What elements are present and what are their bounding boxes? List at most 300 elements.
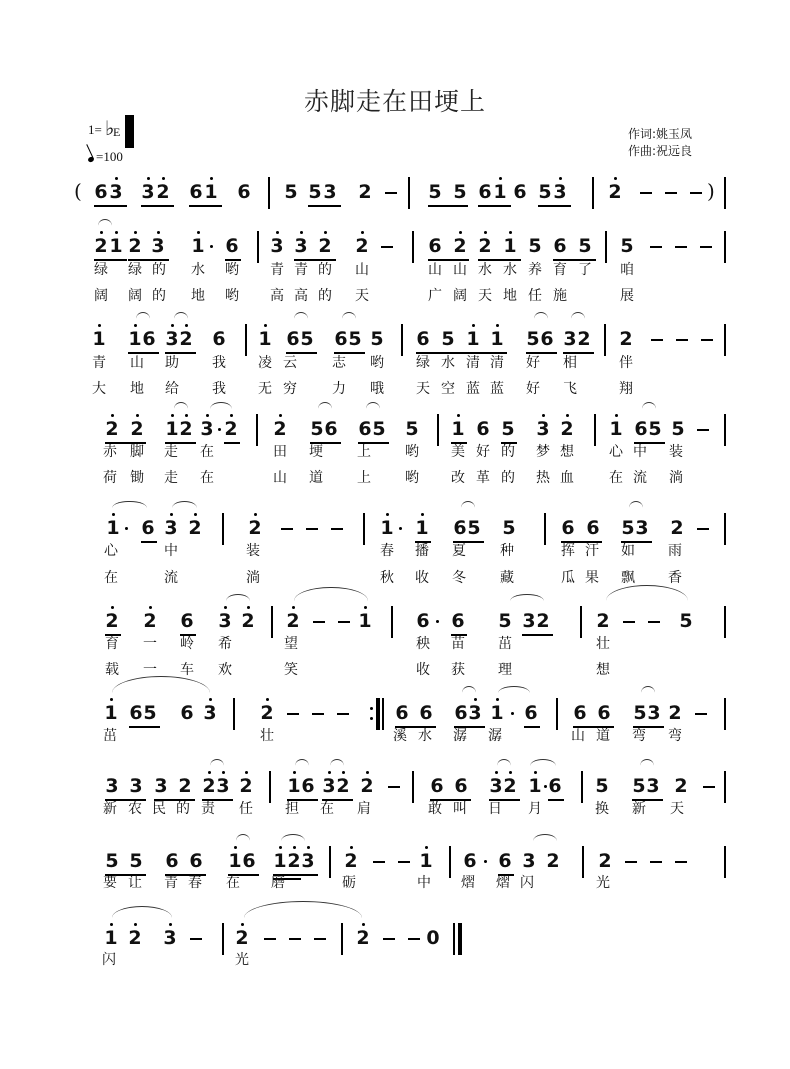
lyric-syllable: 云 bbox=[283, 355, 297, 371]
lyric-syllable: 在 bbox=[609, 470, 623, 486]
note: 2 bbox=[143, 610, 157, 632]
lyric-syllable: 地 bbox=[503, 288, 517, 304]
high-octave-dot bbox=[542, 414, 545, 417]
lyric-syllable: 上 bbox=[357, 470, 371, 486]
slur-tie bbox=[294, 587, 368, 601]
lyric-syllable: 哟 bbox=[405, 470, 419, 486]
lyric-syllable: 上 bbox=[357, 444, 371, 460]
lyric-syllable: 笑 bbox=[284, 662, 298, 678]
flat-icon: ♭ bbox=[105, 118, 115, 140]
bar-line bbox=[582, 846, 584, 878]
tempo-marking bbox=[88, 149, 123, 165]
beam-underline bbox=[128, 352, 159, 354]
lyric-syllable: 任 bbox=[528, 288, 542, 304]
note: 3 bbox=[322, 775, 336, 797]
extension-dash bbox=[289, 938, 301, 940]
note: 2 bbox=[188, 517, 202, 539]
lyric-syllable: 壮 bbox=[596, 636, 610, 652]
augmentation-dot bbox=[210, 245, 213, 248]
lyric-syllable: 绿 bbox=[94, 262, 108, 278]
lyric-syllable: 的 bbox=[501, 444, 515, 460]
final-bar-thin bbox=[453, 923, 455, 955]
beam-underline bbox=[478, 259, 521, 261]
slur-tie bbox=[172, 501, 197, 508]
lyric-syllable: 山 bbox=[273, 470, 287, 486]
note: 6 bbox=[395, 702, 409, 724]
lyric-syllable: 给 bbox=[165, 381, 179, 397]
lyric-syllable: 秧 bbox=[416, 636, 430, 652]
lyric-syllable: 育 bbox=[105, 636, 119, 652]
lyric-syllable: 岭 bbox=[180, 636, 194, 652]
bar-line bbox=[391, 606, 393, 638]
slur-tie bbox=[461, 501, 475, 508]
high-octave-dot bbox=[147, 177, 150, 180]
lyric-syllable: 田 bbox=[273, 444, 287, 460]
note: 1 bbox=[104, 927, 118, 949]
lyric-syllable: 秋 bbox=[380, 570, 394, 586]
extension-dash bbox=[373, 861, 385, 863]
high-octave-dot bbox=[266, 698, 269, 701]
high-octave-dot bbox=[136, 414, 139, 417]
note: 3 bbox=[165, 328, 179, 350]
note: 6 bbox=[212, 328, 226, 350]
note: 6 bbox=[165, 850, 179, 872]
lyric-syllable: 哟 bbox=[225, 288, 239, 304]
note: 2 bbox=[94, 235, 108, 257]
note: 5 bbox=[538, 181, 552, 203]
lyric-syllable: 收 bbox=[415, 570, 429, 586]
high-octave-dot bbox=[534, 771, 537, 774]
note: 5 bbox=[105, 850, 119, 872]
lyric-syllable: 走 bbox=[164, 444, 178, 460]
lyric-syllable: 绿 bbox=[416, 355, 430, 371]
note: 2 bbox=[560, 418, 574, 440]
note: 6 bbox=[419, 702, 433, 724]
beam-underline bbox=[294, 259, 336, 261]
note: 6 bbox=[94, 181, 108, 203]
extension-dash bbox=[665, 192, 677, 194]
lyric-syllable: 革 bbox=[476, 470, 490, 486]
note: 1 bbox=[128, 328, 142, 350]
lyric-syllable: 要 bbox=[103, 875, 117, 891]
note: 2 bbox=[355, 235, 369, 257]
extension-dash bbox=[314, 938, 326, 940]
song-title: 赤脚走在田埂上 bbox=[303, 87, 486, 116]
lyric-syllable: 车 bbox=[180, 662, 194, 678]
lyric-syllable: 心 bbox=[609, 444, 623, 460]
bar-line bbox=[257, 231, 259, 263]
note: 6 bbox=[463, 850, 477, 872]
note: 1 bbox=[528, 775, 542, 797]
lyric-syllable: 水 bbox=[191, 262, 205, 278]
note: 6 bbox=[451, 610, 465, 632]
lyric-syllable: 装 bbox=[246, 543, 260, 559]
note: 1 bbox=[415, 517, 429, 539]
note: 6 bbox=[237, 181, 251, 203]
high-octave-dot bbox=[264, 324, 267, 327]
beam-underline bbox=[548, 799, 564, 801]
note: 1 bbox=[493, 181, 507, 203]
lyric-syllable: 新 bbox=[103, 801, 117, 817]
lyric-syllable: 养 bbox=[528, 262, 542, 278]
lyric-syllable: 潺 bbox=[488, 728, 502, 744]
high-octave-dot bbox=[208, 771, 211, 774]
lyric-syllable: 苗 bbox=[451, 636, 465, 652]
note: 3 bbox=[553, 181, 567, 203]
lyric-syllable: 播 bbox=[415, 543, 429, 559]
note: 3 bbox=[141, 181, 155, 203]
slur-tie bbox=[318, 402, 332, 409]
bar-line bbox=[724, 324, 726, 356]
slur-tie bbox=[606, 585, 688, 601]
slur-tie bbox=[136, 312, 150, 319]
parenthesis: ) bbox=[707, 179, 715, 203]
lyric-syllable: 山 bbox=[355, 262, 369, 278]
lyric-syllable: 广 bbox=[428, 288, 442, 304]
note: 6 bbox=[573, 702, 587, 724]
slur-tie bbox=[629, 501, 643, 508]
note: 0 bbox=[426, 927, 440, 949]
note: 6 bbox=[597, 702, 611, 724]
extension-dash bbox=[690, 192, 702, 194]
high-octave-dot bbox=[366, 771, 369, 774]
high-octave-dot bbox=[472, 324, 475, 327]
note: 2 bbox=[286, 610, 300, 632]
high-octave-dot bbox=[496, 698, 499, 701]
high-octave-dot bbox=[342, 771, 345, 774]
extension-dash bbox=[398, 861, 410, 863]
high-octave-dot bbox=[307, 846, 310, 849]
note: 6 bbox=[142, 328, 156, 350]
note: 1 bbox=[106, 517, 120, 539]
lyric-syllable: 天 bbox=[670, 801, 684, 817]
lyric-syllable: 伴 bbox=[619, 355, 633, 371]
lyric-syllable: 地 bbox=[191, 288, 205, 304]
extension-dash bbox=[287, 713, 299, 715]
note: 2 bbox=[128, 235, 142, 257]
extension-dash bbox=[337, 713, 349, 715]
lyric-syllable: 荷 bbox=[103, 470, 117, 486]
lyric-syllable: 藏 bbox=[500, 570, 514, 586]
extension-dash bbox=[623, 621, 635, 623]
lyric-syllable: 担 bbox=[285, 801, 299, 817]
note: 1 bbox=[258, 328, 272, 350]
extension-dash bbox=[306, 528, 318, 530]
lyric-syllable: 高 bbox=[294, 288, 308, 304]
bar-line bbox=[408, 177, 410, 209]
note: 2 bbox=[241, 610, 255, 632]
beam-underline bbox=[478, 205, 511, 207]
high-octave-dot bbox=[300, 231, 303, 234]
lyric-syllable: 挥 bbox=[561, 543, 575, 559]
high-octave-dot bbox=[457, 414, 460, 417]
lyric-syllable: 装 bbox=[669, 444, 683, 460]
high-octave-dot bbox=[614, 177, 617, 180]
note: 2 bbox=[598, 850, 612, 872]
high-octave-dot bbox=[362, 923, 365, 926]
note: 5 bbox=[300, 328, 314, 350]
extension-dash bbox=[338, 621, 350, 623]
slur-tie bbox=[226, 594, 250, 601]
bar-line bbox=[580, 606, 582, 638]
lyric-syllable: 美 bbox=[451, 444, 465, 460]
lyric-syllable: 砺 bbox=[342, 875, 356, 891]
note: 3 bbox=[109, 181, 123, 203]
extension-dash bbox=[703, 786, 715, 788]
note: 3 bbox=[163, 927, 177, 949]
beam-underline bbox=[189, 205, 222, 207]
high-octave-dot bbox=[459, 231, 462, 234]
note: 3 bbox=[646, 775, 660, 797]
lyric-syllable: 闪 bbox=[102, 952, 116, 968]
lyric-syllable: 想 bbox=[596, 662, 610, 678]
note: 6 bbox=[324, 418, 338, 440]
lyric-syllable: 阔 bbox=[128, 288, 142, 304]
beam-underline bbox=[416, 352, 507, 354]
lyric-syllable: 青 bbox=[92, 355, 106, 371]
note: 5 bbox=[621, 517, 635, 539]
bar-line bbox=[724, 414, 726, 446]
note: 2 bbox=[336, 775, 350, 797]
note: 5 bbox=[129, 850, 143, 872]
lyric-syllable: 叫 bbox=[453, 801, 467, 817]
high-octave-dot bbox=[157, 231, 160, 234]
lyric-syllable: 溪 bbox=[393, 728, 407, 744]
high-octave-dot bbox=[559, 177, 562, 180]
lyric-syllable: 欢 bbox=[218, 662, 232, 678]
slur-tie bbox=[174, 312, 188, 319]
lyric-syllable: 无 bbox=[258, 381, 272, 397]
lyric-syllable: 日 bbox=[488, 801, 502, 817]
lyric-syllable: 农 bbox=[128, 801, 142, 817]
lyric-syllable: 淌 bbox=[246, 570, 260, 586]
high-octave-dot bbox=[324, 231, 327, 234]
slur-tie bbox=[244, 901, 362, 918]
high-octave-dot bbox=[171, 324, 174, 327]
lyric-syllable: 青 bbox=[270, 262, 284, 278]
lyric-syllable: 青 bbox=[164, 875, 178, 891]
lyric-syllable: 希 bbox=[218, 636, 232, 652]
high-octave-dot bbox=[100, 231, 103, 234]
note: 5 bbox=[632, 775, 646, 797]
lyric-syllable: 山 bbox=[453, 262, 467, 278]
note: 1 bbox=[104, 702, 118, 724]
lyric-syllable: 任 bbox=[239, 801, 253, 817]
high-octave-dot bbox=[110, 923, 113, 926]
lyric-syllable: 道 bbox=[309, 470, 323, 486]
note: 6 bbox=[428, 235, 442, 257]
note: 3 bbox=[129, 775, 143, 797]
lyric-syllable: 哟 bbox=[405, 444, 419, 460]
quarter-note-icon bbox=[87, 156, 95, 163]
tempo-value: =100 bbox=[96, 149, 123, 164]
note: 5 bbox=[671, 418, 685, 440]
lyric-syllable: 水 bbox=[478, 262, 492, 278]
high-octave-dot bbox=[495, 771, 498, 774]
lyric-syllable: 一 bbox=[143, 636, 157, 652]
lyric-syllable: 在 bbox=[320, 801, 334, 817]
beam-underline bbox=[224, 442, 240, 444]
note: 2 bbox=[503, 775, 517, 797]
note: 3 bbox=[522, 610, 536, 632]
bar-line bbox=[256, 414, 258, 446]
key-note: E bbox=[113, 125, 121, 139]
high-octave-dot bbox=[110, 698, 113, 701]
lyric-syllable: 阔 bbox=[94, 288, 108, 304]
note: 3 bbox=[522, 850, 536, 872]
lyric-syllable: 蓝 bbox=[490, 381, 504, 397]
lyric-syllable: 壮 bbox=[260, 728, 274, 744]
note: 6 bbox=[561, 517, 575, 539]
note: 2 bbox=[546, 850, 560, 872]
lyric-syllable: 飞 bbox=[563, 381, 577, 397]
lyric-syllable: 中 bbox=[633, 444, 647, 460]
lyric-syllable: 飘 bbox=[621, 570, 635, 586]
slur-tie bbox=[510, 594, 544, 601]
note: 2 bbox=[608, 181, 622, 203]
note: 3 bbox=[218, 610, 232, 632]
note: 2 bbox=[202, 775, 216, 797]
lyric-syllable: 淌 bbox=[669, 470, 683, 486]
lyric-syllable: 一 bbox=[143, 662, 157, 678]
lyric-syllable: 相 bbox=[563, 355, 577, 371]
beam-underline bbox=[141, 541, 157, 543]
extension-dash bbox=[697, 429, 709, 431]
lyric-syllable: 清 bbox=[466, 355, 480, 371]
augmentation-dot bbox=[125, 527, 128, 530]
bar-line bbox=[341, 923, 343, 955]
lyric-syllable: 蓝 bbox=[466, 381, 480, 397]
bar-line bbox=[544, 513, 546, 545]
lyric-syllable: 弯 bbox=[632, 728, 646, 744]
note: 2 bbox=[179, 418, 193, 440]
lyric-syllable: 好 bbox=[526, 381, 540, 397]
bar-line bbox=[724, 513, 726, 545]
high-octave-dot bbox=[171, 414, 174, 417]
note: 2 bbox=[674, 775, 688, 797]
lyric-syllable: 的 bbox=[318, 288, 332, 304]
high-octave-dot bbox=[499, 177, 502, 180]
note: 1 bbox=[191, 235, 205, 257]
beam-underline bbox=[308, 205, 341, 207]
extension-dash bbox=[640, 192, 652, 194]
note: 5 bbox=[498, 610, 512, 632]
lyric-syllable: 助 bbox=[165, 355, 179, 371]
extension-dash bbox=[385, 192, 397, 194]
extension-dash bbox=[313, 621, 325, 623]
lyric-syllable: 敢 bbox=[428, 801, 442, 817]
extension-dash bbox=[625, 861, 637, 863]
high-octave-dot bbox=[111, 606, 114, 609]
extension-dash bbox=[281, 528, 293, 530]
note: 6 bbox=[478, 181, 492, 203]
lyric-syllable: 高 bbox=[270, 288, 284, 304]
augmentation-dot bbox=[544, 785, 547, 788]
high-octave-dot bbox=[254, 513, 257, 516]
note: 5 bbox=[453, 181, 467, 203]
high-octave-dot bbox=[615, 414, 618, 417]
high-octave-dot bbox=[111, 414, 114, 417]
lyric-syllable: 如 bbox=[621, 543, 635, 559]
lyric-syllable: 肩 bbox=[357, 801, 371, 817]
lyric-syllable: 改 bbox=[451, 470, 465, 486]
note: 2 bbox=[670, 517, 684, 539]
bar-line bbox=[605, 231, 607, 263]
lyric-syllable: 中 bbox=[164, 543, 178, 559]
note: 6 bbox=[553, 235, 567, 257]
slur-tie bbox=[534, 312, 548, 319]
note: 5 bbox=[620, 235, 634, 257]
extension-dash bbox=[700, 246, 712, 248]
slur-tie bbox=[174, 402, 188, 409]
augmentation-dot bbox=[399, 527, 402, 530]
lyric-syllable: 哟 bbox=[225, 262, 239, 278]
lyric-syllable: 中 bbox=[417, 875, 431, 891]
note: 2 bbox=[358, 181, 372, 203]
lyric-syllable: 在 bbox=[226, 875, 240, 891]
bar-line bbox=[268, 177, 270, 209]
lyric-syllable: 志 bbox=[332, 355, 346, 371]
bar-line bbox=[594, 414, 596, 446]
lyric-syllable: 雨 bbox=[668, 543, 682, 559]
extension-dash bbox=[676, 339, 688, 341]
lyric-syllable: 瓜 bbox=[561, 570, 575, 586]
lyric-syllable: 在 bbox=[200, 444, 214, 460]
lyric-syllable: 潺 bbox=[453, 728, 467, 744]
key-label: 1= bbox=[88, 122, 102, 137]
note: 2 bbox=[453, 235, 467, 257]
bar-line bbox=[724, 698, 726, 730]
note: 6 bbox=[513, 181, 527, 203]
high-octave-dot bbox=[247, 606, 250, 609]
high-octave-dot bbox=[421, 513, 424, 516]
beam-underline bbox=[563, 352, 594, 354]
bar-line bbox=[222, 923, 224, 955]
note: 5 bbox=[372, 418, 386, 440]
bar-line bbox=[412, 771, 414, 803]
beam-underline bbox=[553, 259, 596, 261]
lyric-syllable: 闪 bbox=[520, 875, 534, 891]
note: 2 bbox=[356, 927, 370, 949]
lyric-syllable: 的 bbox=[152, 288, 166, 304]
note: 6 bbox=[586, 517, 600, 539]
note: 6 bbox=[454, 775, 468, 797]
lyric-syllable: 力 bbox=[332, 381, 346, 397]
high-octave-dot bbox=[484, 231, 487, 234]
note: 5 bbox=[528, 235, 542, 257]
note: 1 bbox=[419, 850, 433, 872]
note: 3 bbox=[203, 702, 217, 724]
note: 5 bbox=[428, 181, 442, 203]
note: 3 bbox=[323, 181, 337, 203]
lyric-syllable: 展 bbox=[620, 288, 634, 304]
note: 3 bbox=[270, 235, 284, 257]
lyric-syllable: 水 bbox=[441, 355, 455, 371]
slur-tie bbox=[210, 402, 232, 409]
bar-line bbox=[724, 771, 726, 803]
final-bar-thick bbox=[458, 923, 462, 955]
note: 3 bbox=[216, 775, 230, 797]
lyric-syllable: 责 bbox=[201, 801, 215, 817]
augmentation-dot bbox=[436, 620, 439, 623]
note: 5 bbox=[308, 181, 322, 203]
slur-tie bbox=[640, 759, 654, 766]
slur-tie bbox=[342, 312, 356, 319]
note: 2 bbox=[619, 328, 633, 350]
lyric-syllable: 心 bbox=[104, 543, 118, 559]
high-octave-dot bbox=[361, 231, 364, 234]
lyric-syllable: 哦 bbox=[370, 381, 384, 397]
